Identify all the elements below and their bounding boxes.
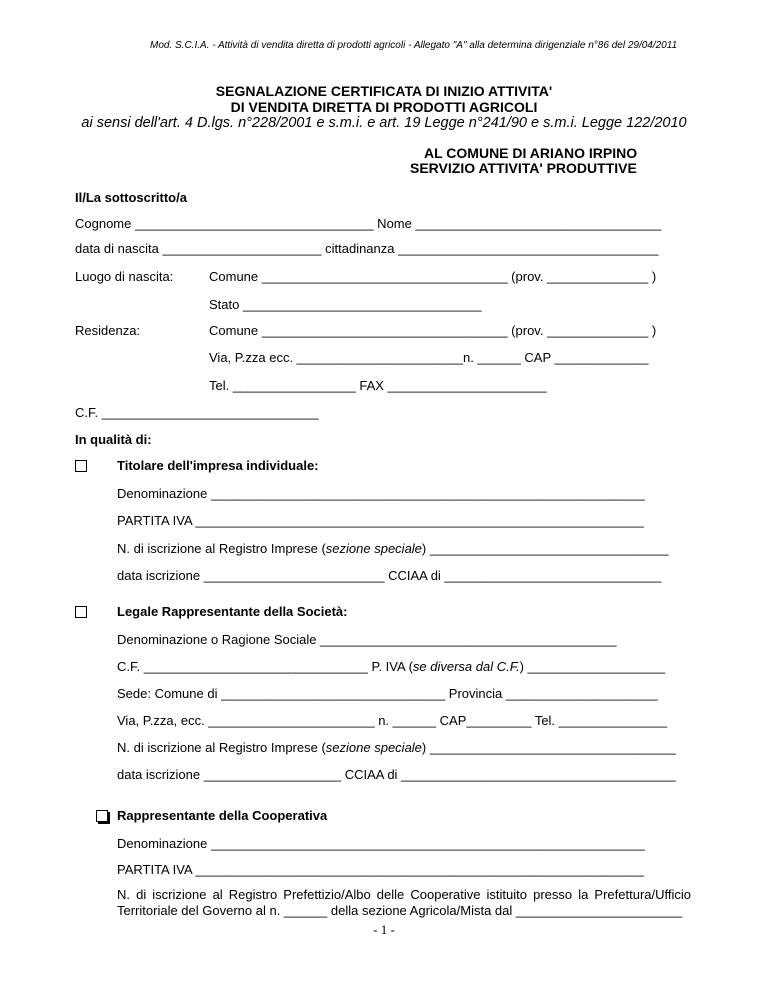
cf-field[interactable]: C.F. ______________________________ xyxy=(75,405,319,420)
residenza-tel-field[interactable]: Tel. _________________ FAX ______________________ xyxy=(209,378,547,393)
residenza-comune-field[interactable]: Comune __________________________________ (prov. ______________ ) xyxy=(209,323,657,338)
title-line-3: ai sensi dell'art. 4 D.lgs. n°228/2001 e s.m.i. e art. 19 Legge n°241/90 e s.m.i. Legge 122/2010 xyxy=(81,115,687,131)
recipient-line-1: AL COMUNE DI ARIANO IRPINO xyxy=(424,145,638,161)
registro-label: N. di iscrizione al Registro Imprese ( xyxy=(117,541,326,556)
cooperativa-partita-iva-field[interactable]: PARTITA IVA ______________________________________________________________ xyxy=(117,862,644,877)
cf-piva-blank: ) ___________________ xyxy=(519,659,665,674)
registro-blank: ) _________________________________ xyxy=(421,541,669,556)
residenza-label: Residenza: xyxy=(75,323,141,338)
cooperativa-checkbox[interactable] xyxy=(96,810,108,822)
sezione-speciale-text: sezione speciale xyxy=(325,740,422,755)
titolare-registro-field[interactable] xyxy=(117,541,668,556)
cf-piva-label: C.F. _______________________________ P. IVA ( xyxy=(117,659,413,674)
luogo-nascita-label: Luogo di nascita: xyxy=(75,269,174,284)
residenza-via-field[interactable]: Via, P.zza ecc. _______________________n. ______ CAP _____________ xyxy=(209,350,649,365)
legale-via-field[interactable]: Via, P.zza, ecc. _______________________ n. ______ CAP_________ Tel. _______________ xyxy=(117,713,668,728)
cognome-nome-field[interactable]: Cognome _________________________________ Nome __________________________________ xyxy=(75,216,662,231)
cooperativa-heading: Rappresentante della Cooperativa xyxy=(117,808,328,823)
legale-denominazione-field[interactable]: Denominazione o Ragione Sociale _________________________________________ xyxy=(117,632,617,647)
cooperativa-denominazione-field[interactable]: Denominazione ____________________________________________________________ xyxy=(117,836,645,851)
legale-sede-field[interactable]: Sede: Comune di _______________________________ Provincia _____________________ xyxy=(117,686,658,701)
titolare-checkbox[interactable] xyxy=(75,460,87,472)
header-note: Mod. S.C.I.A. - Attività di vendita diretta di prodotti agricoli - Allegato "A" alla determina dirigenziale n°86 del 29/04/2011 xyxy=(150,40,678,51)
titolare-partita-iva-field[interactable]: PARTITA IVA ______________________________________________________________ xyxy=(117,513,644,528)
sezione-speciale-text: sezione speciale xyxy=(325,541,422,556)
titolare-denominazione-field[interactable]: Denominazione ____________________________________________________________ xyxy=(117,486,645,501)
titolare-data-iscrizione-field[interactable]: data iscrizione _________________________ CCIAA di ______________________________ xyxy=(117,568,662,583)
page-number: - 1 - xyxy=(373,922,395,937)
title-line-1: SEGNALAZIONE CERTIFICATA DI INIZIO ATTIVITA' xyxy=(215,83,553,99)
legale-heading: Legale Rappresentante della Società: xyxy=(117,604,348,619)
recipient-line-2: SERVIZIO ATTIVITA' PRODUTTIVE xyxy=(410,160,637,176)
legale-checkbox[interactable] xyxy=(75,606,87,618)
cooperativa-registro-field[interactable]: N. di iscrizione al Registro Prefettizio/Albo delle Cooperative istituito presso la Prefettura/Ufficio Territoriale del Governo al n. ______ della sezione Agricola/Mista dal _______________________ xyxy=(117,887,691,918)
titolare-heading: Titolare dell'impresa individuale: xyxy=(117,458,319,473)
legale-cf-piva-field[interactable] xyxy=(117,659,665,674)
legale-registro-field[interactable] xyxy=(117,740,676,755)
registro-label: N. di iscrizione al Registro Imprese ( xyxy=(117,740,326,755)
luogo-comune-field[interactable]: Comune __________________________________ (prov. ______________ ) xyxy=(209,269,657,284)
title-line-2: DI VENDITA DIRETTA DI PRODOTTI AGRICOLI xyxy=(230,99,538,115)
legale-data-iscrizione-field[interactable]: data iscrizione ___________________ CCIAA di ______________________________________ xyxy=(117,767,676,782)
nascita-cittadinanza-field[interactable]: data di nascita ______________________ cittadinanza ____________________________________ xyxy=(75,241,659,256)
declarant-heading: Il/La sottoscritto/a xyxy=(75,190,187,205)
registro-blank: ) __________________________________ xyxy=(421,740,676,755)
luogo-stato-field[interactable]: Stato _________________________________ xyxy=(209,297,482,312)
qualita-heading: In qualità di: xyxy=(75,432,152,447)
se-diversa-text: se diversa dal C.F. xyxy=(412,659,520,674)
